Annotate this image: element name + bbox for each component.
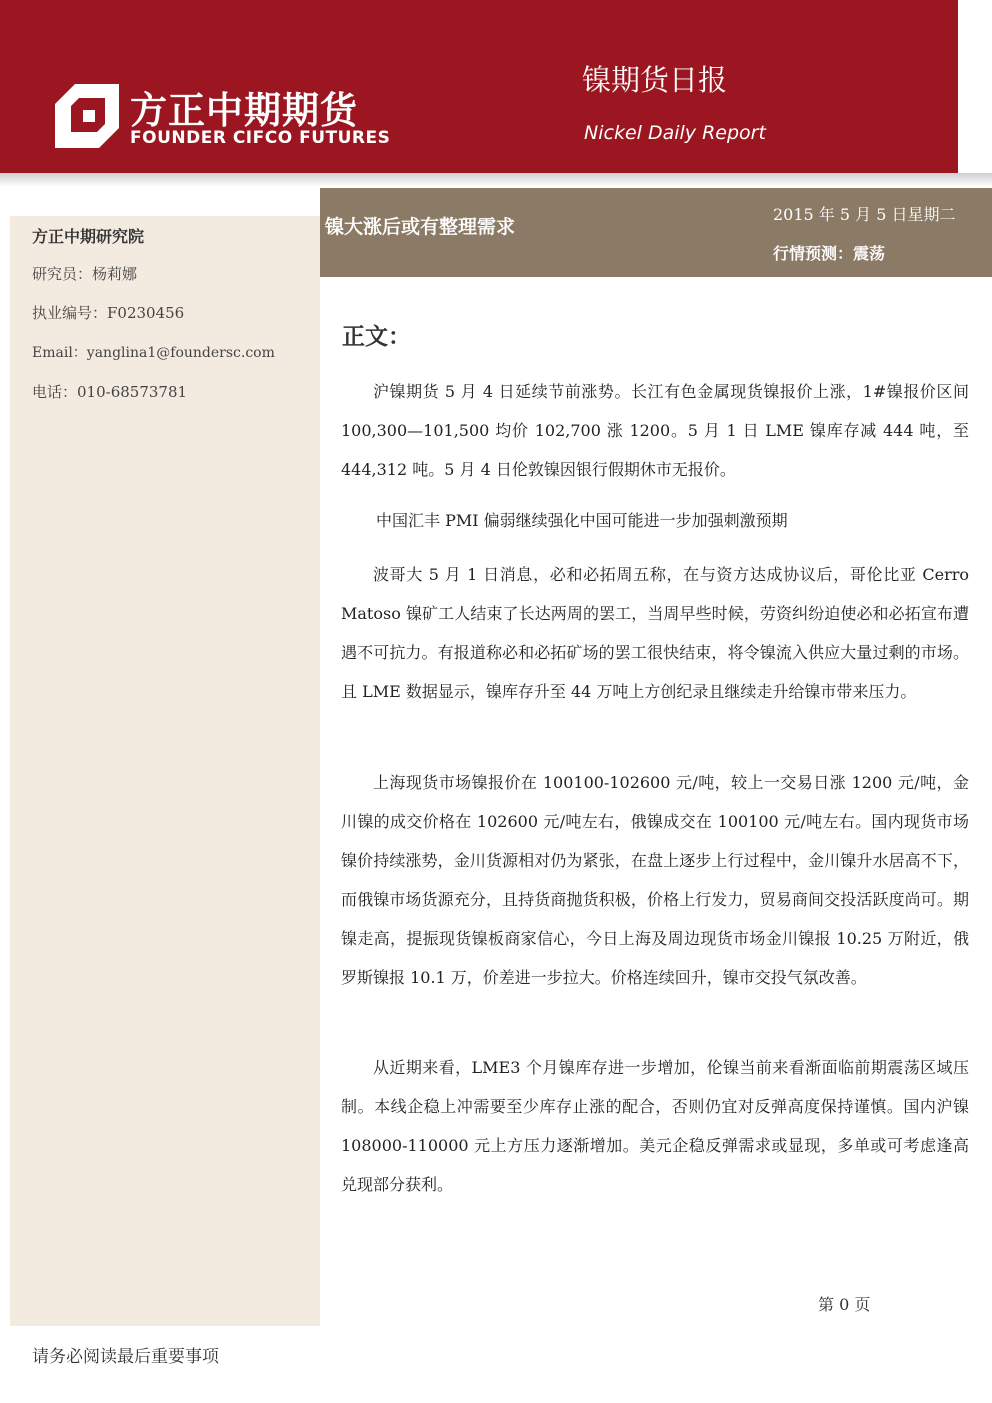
section-title: 正文： xyxy=(342,323,411,350)
logo-english-name: FOUNDER CIFCO FUTURES xyxy=(130,128,391,148)
report-date: 2015 年 5 月 5 日星期二 xyxy=(773,205,956,224)
article-title: 镍大涨后或有整理需求 xyxy=(325,216,516,238)
paragraph-4: 从近期来看，LME3 个月镍库存进一步增加，伦镍当前来看渐面临前期震荡区域压制。本线企稳上冲需要至少库存止涨的配合，否则仍宜对反弹高度保持谨慎。国内沪镍 108000-110000 元上方压力逐渐增加。美元企稳反弹需求或显现，多单或可考虑逢高兑现部分获利。 xyxy=(341,1058,969,1194)
paragraph-1-block xyxy=(341,372,969,489)
footer-note: 请务必阅读最后重要事项 xyxy=(32,1347,219,1367)
paragraph-2-block xyxy=(341,555,969,711)
page-number: 第 0 页 xyxy=(818,1295,871,1314)
header-shadow xyxy=(0,173,992,187)
sidebar-license: 执业编号：F0230456 xyxy=(32,304,185,322)
paragraph-4-block xyxy=(341,1048,969,1204)
company-logo-icon xyxy=(55,84,119,148)
sidebar-org: 方正中期研究院 xyxy=(32,227,145,246)
report-title-cn: 镍期货日报 xyxy=(582,63,728,97)
sidebar-email: Email：yanglina1@foundersc.com xyxy=(32,345,275,361)
subheading: 中国汇丰 PMI 偏弱继续强化中国可能进一步加强刺激预期 xyxy=(376,511,788,530)
paragraph-1: 沪镍期货 5 月 4 日延续节前涨势。长江有色金属现货镍报价上涨，1#镍报价区间 100,300—101,500 均价 102,700 涨 1200。5 月 1 日 LME 镍库存减 444 吨，至 444,312 吨。5 月 4 日伦敦镍因银行假期休市无报价。 xyxy=(341,382,969,479)
market-forecast: 行情预测：震荡 xyxy=(773,244,886,263)
logo-chinese-name: 方正中期期货 xyxy=(130,89,358,132)
paragraph-3: 上海现货市场镍报价在 100100-102600 元/吨，较上一交易日涨 1200 元/吨，金川镍的成交价格在 102600 元/吨左右，俄镍成交在 100100 元/吨左右。国内现货市场镍价持续涨势，金川货源相对仍为紧张，在盘上逐步上行过程中，金川镍升水居高不下，而俄镍市场货源充分，且持货商抛货积极，价格上行发力，贸易商间交投活跃度尚可。期镍走高，提振现货镍板商家信心，今日上海及周边现货市场金川镍报 10.25 万附近，俄罗斯镍报 10.1 万，价差进一步拉大。价格连续回升，镍市交投气氛改善。 xyxy=(341,773,969,987)
sidebar-phone: 电话：010-68573781 xyxy=(32,383,188,401)
paragraph-2: 波哥大 5 月 1 日消息，必和必拓周五称，在与资方达成协议后，哥伦比亚 Cerro Matoso 镍矿工人结束了长达两周的罢工，当周早些时候，劳资纠纷迫使必和必拓宣布遭遇不可抗力。有报道称必和必拓矿场的罢工很快结束，将令镍流入供应大量过剩的市场。且 LME 数据显示，镍库存升至 44 万吨上方创纪录且继续走升给镍市带来压力。 xyxy=(341,565,969,701)
report-title-en: Nickel Daily Report xyxy=(584,122,766,144)
paragraph-3-block xyxy=(341,763,969,997)
sidebar-researcher: 研究员：杨莉娜 xyxy=(32,265,138,283)
